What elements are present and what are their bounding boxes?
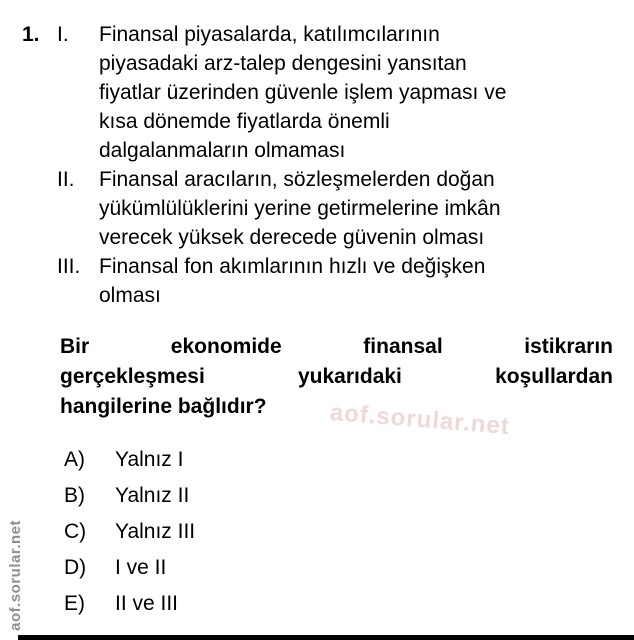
statement-3-numeral: III. xyxy=(57,255,81,278)
options-list xyxy=(64,448,195,628)
statement-1-numeral: I. xyxy=(57,23,69,46)
statement-line: Finansal aracıların, sözleşmelerden doğan xyxy=(99,168,495,191)
statement-2-numeral: II. xyxy=(57,168,75,191)
statement-line: Finansal fon akımlarının hızlı ve değişken xyxy=(99,255,486,278)
option-a-letter: A) xyxy=(64,448,85,471)
option-e-text: II ve III xyxy=(115,592,179,615)
statement-line: piyasadaki arz-talep dengesini yansıtan xyxy=(99,52,467,75)
option-b-text: Yalnız II xyxy=(115,484,190,507)
statement-3 xyxy=(57,252,506,310)
watermark-center: aof.sorular.net xyxy=(328,399,511,441)
statement-line: fiyatlar üzerinden güvenle işlem yapması ve xyxy=(99,81,507,104)
statement-3-text xyxy=(99,252,485,310)
statements-list xyxy=(57,20,506,310)
option-a[interactable] xyxy=(64,448,195,484)
statement-line: olması xyxy=(99,284,161,307)
option-e-letter: E) xyxy=(64,592,85,615)
stem-line: Bir ekonomide finansal istikrarın xyxy=(60,335,613,358)
statement-2-text xyxy=(99,165,501,252)
option-b-letter: B) xyxy=(64,484,85,507)
option-a-text: Yalnız I xyxy=(115,448,184,471)
statement-1 xyxy=(57,20,506,165)
option-c[interactable] xyxy=(64,520,195,556)
bottom-bar xyxy=(18,635,634,640)
option-b[interactable] xyxy=(64,484,195,520)
option-d-letter: D) xyxy=(64,556,87,579)
statement-line: verecek yüksek derecede güvenin olması xyxy=(99,226,485,249)
watermark-left-vertical: aof.sorular.net xyxy=(7,520,24,631)
option-d-text: I ve II xyxy=(115,556,167,579)
statement-line: Finansal piyasalarda, katılımcılarının xyxy=(99,23,440,46)
statement-line: kısa dönemde fiyatlarda önemli xyxy=(99,110,390,133)
option-c-letter: C) xyxy=(64,520,87,543)
stem-line: gerçekleşmesi yukarıdaki koşullardan xyxy=(60,365,613,388)
question-stem xyxy=(60,332,613,422)
statement-line: dalgalanmaların olmaması xyxy=(99,139,346,162)
statement-1-text xyxy=(99,20,506,165)
statement-2 xyxy=(57,165,506,252)
option-c-text: Yalnız III xyxy=(115,520,196,543)
option-e[interactable] xyxy=(64,592,195,628)
stem-line: hangilerine bağlıdır? xyxy=(60,395,267,418)
question-number: 1. xyxy=(22,23,40,46)
statement-line: yükümlülüklerini yerine getirmelerine imkân xyxy=(99,197,501,220)
option-d[interactable] xyxy=(64,556,195,592)
